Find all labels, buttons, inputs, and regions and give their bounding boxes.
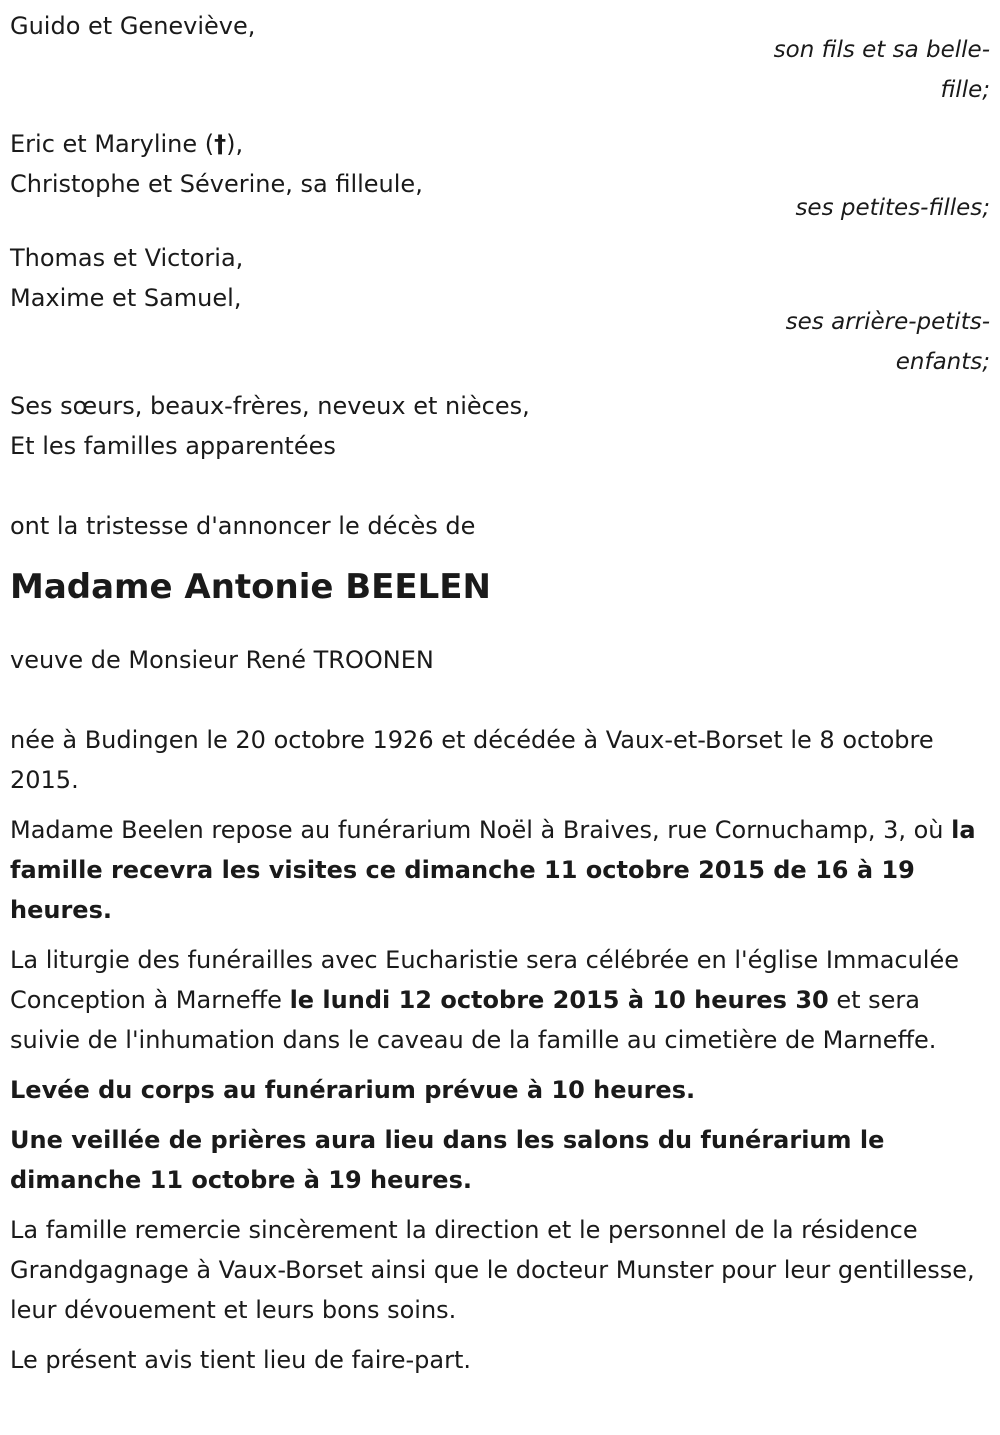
granddaughter-1-close: ), [226, 130, 244, 158]
spacer [10, 680, 990, 720]
spacer [10, 466, 990, 506]
liturgy-text: La liturgie des funérailles avec Eucharistie sera célébrée en l'église Immaculée Conception à Marneffe [10, 946, 960, 1014]
spacer [10, 110, 990, 124]
visits-bold-text: la famille recevra les visites ce dimanche 11 octobre 2015 de 16 à 19 heures. [10, 816, 976, 924]
relation-greatgrandchildren: ses arrière-petits- [785, 309, 990, 335]
family-relatives: Et les familles apparentées [10, 432, 336, 460]
liturgy-paragraph [10, 940, 990, 1060]
widow-of: veuve de Monsieur René TROONEN [10, 646, 434, 674]
relation-son: son fils et sa belle- [773, 37, 990, 63]
granddaughter-1-text: Eric et Maryline ( [10, 130, 215, 158]
family-granddaughter-1 [10, 124, 990, 164]
family-siblings: Ses sœurs, beaux-frères, neveux et nièces, [10, 392, 530, 420]
relation-greatgrandchildren-cont: enfants; [895, 349, 990, 375]
family-son: Guido et Geneviève, [10, 12, 256, 40]
funerarium-text: Madame Beelen repose au funérarium Noël à Braives, rue Cornuchamp, 3, où [10, 816, 952, 844]
relation-son-cont: fille; [940, 77, 990, 103]
spacer [10, 610, 990, 640]
thanks-paragraph: La famille remercie sincèrement la direction et le personnel de la résidence Grandgagnage à Vaux-Borset ainsi que le docteur Munster pour leur gentillesse, leur dévouement et leurs bons soins. [10, 1216, 975, 1324]
family-greatgrand-2: Maxime et Samuel, [10, 284, 242, 312]
relation-granddaughters: ses petites-filles; [795, 195, 990, 221]
family-granddaughter-2: Christophe et Séverine, sa filleule, [10, 170, 423, 198]
levee-paragraph: Levée du corps au funérarium prévue à 10 heures. [10, 1076, 696, 1104]
announcement-text: ont la tristesse d'annoncer le décès de [10, 512, 476, 540]
veillee-paragraph: Une veillée de prières aura lieu dans les salons du funérarium le dimanche 11 octobre à 19 heures. [10, 1126, 885, 1194]
family-greatgrand-1: Thomas et Victoria, [10, 244, 244, 272]
liturgy-date-bold: le lundi 12 octobre 2015 à 10 heures 30 [289, 986, 829, 1014]
deceased-name: Madame Antonie BEELEN [10, 567, 491, 607]
birth-death-paragraph: née à Budingen le 20 octobre 1926 et décédée à Vaux-et-Borset le 8 octobre 2015. [10, 726, 934, 794]
cross-icon: † [214, 130, 227, 158]
funerarium-paragraph [10, 810, 990, 930]
liturgy-text-end: et sera suivie de l'inhumation dans le caveau de la famille au cimetière de Marneffe. [10, 986, 937, 1054]
closing-paragraph: Le présent avis tient lieu de faire-part. [10, 1346, 472, 1374]
